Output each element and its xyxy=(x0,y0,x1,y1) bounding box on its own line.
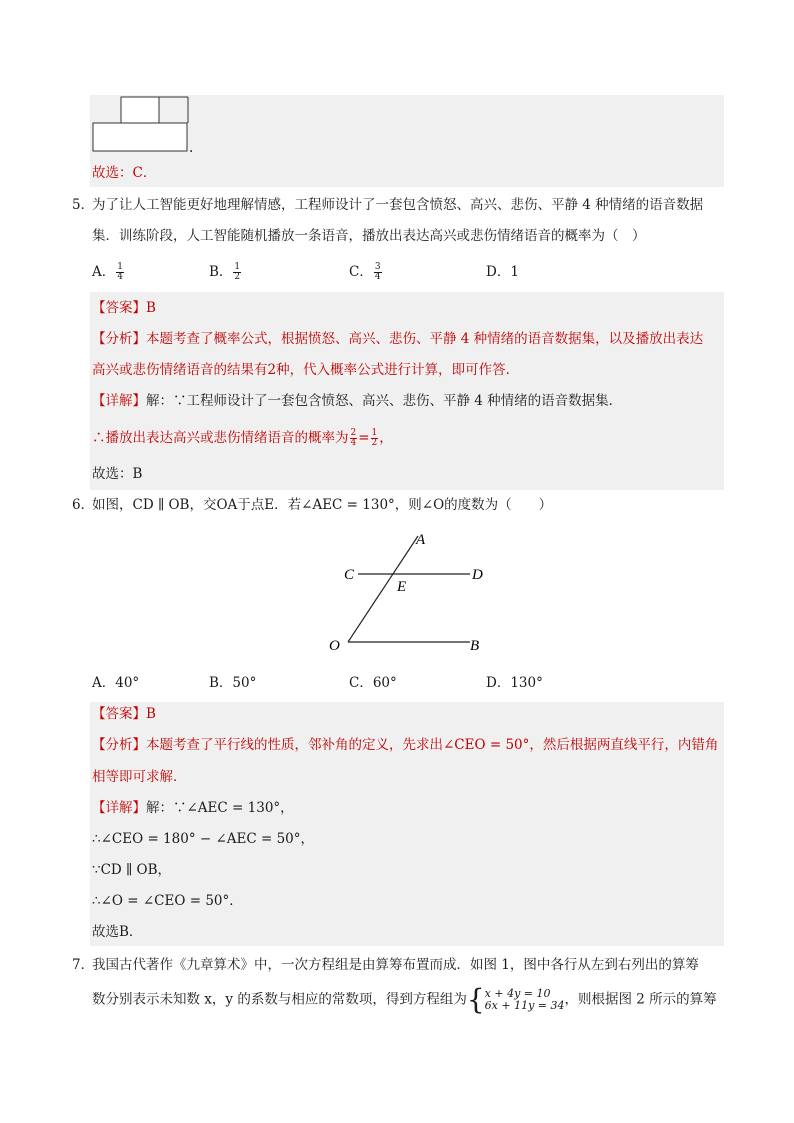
label-E: E xyxy=(397,579,407,595)
option-label: C． xyxy=(349,264,373,280)
q6-option-a[interactable]: A．40° xyxy=(92,675,140,691)
q6-detail-line2: ∴∠CEO = 180° − ∠AEC = 50°， xyxy=(92,831,315,847)
q5-answer: 【答案】B xyxy=(92,300,156,316)
q5-detail-line1: 【详解】解：∵工程师设计了一套包含愤怒、高兴、悲伤、平静 4 种情绪的语音数据集． xyxy=(92,393,623,409)
label-D: D xyxy=(472,567,483,583)
label-B: B xyxy=(470,638,480,654)
q5-option-b[interactable] xyxy=(209,262,242,282)
label-C: C xyxy=(344,567,355,583)
q5-detail-line2: ∴播放出表达高兴或悲伤情绪语音的概率为 $\frac{2}{4}$ = $\frac{1}{2}$ ， xyxy=(92,428,393,448)
q6-detail-line1: 【详解】解：∵∠AEC = 130°， xyxy=(92,800,294,816)
q6-detail-line3: ∵CD ∥ OB， xyxy=(92,862,172,878)
option-label: A． xyxy=(92,264,116,280)
q5-analysis-line2: 高兴或悲伤情绪语音的结果有2种，代入概率公式进行计算，即可作答． xyxy=(92,362,520,378)
q6-answer: 【答案】B xyxy=(92,706,156,722)
q6-analysis-line2: 相等即可求解． xyxy=(92,769,187,785)
line-OA xyxy=(348,536,418,642)
prev-figure-period: . xyxy=(189,140,194,156)
option-label: B． xyxy=(209,264,233,280)
q5-analysis-line1: 【分析】本题考查了概率公式，根据愤怒、高兴、悲伤、平静 4 种情绪的语音数据集，以及播放出表达 xyxy=(92,331,704,347)
q6-choose: 故选B． xyxy=(92,924,143,940)
fraction: $\frac{1}{4}$ xyxy=(117,262,123,282)
q5-stem-line1: 为了让人工智能更好地理解情感，工程师设计了一套包含愤怒、高兴、悲伤、平静 4 种情绪的语音数据 xyxy=(92,197,704,213)
prev-choose: 故选：C． xyxy=(92,165,157,181)
q7-stem-line1: 我国古代著作《九章算术》中，一次方程组是由算筹布置而成．如图 1，图中各行从左到右列出的算筹 xyxy=(92,957,699,973)
q6-number: 6． xyxy=(72,497,95,513)
q7-number: 7． xyxy=(72,957,95,973)
label-O: O xyxy=(329,638,340,654)
q6-stem: 如图，CD ∥ OB，交OA于点E．若∠AEC = 130°，则∠O的度数为（ ） xyxy=(92,497,553,513)
q6-option-d[interactable]: D．130° xyxy=(486,675,543,691)
q5-option-a[interactable] xyxy=(92,262,125,282)
q5-option-c[interactable] xyxy=(349,262,383,282)
fraction: $\frac{3}{4}$ xyxy=(374,262,381,282)
equation-system: { x + 4y = 10 6x + 11y = 34 xyxy=(466,983,565,1016)
q5-number: 5． xyxy=(72,197,95,213)
q6-option-b[interactable]: B．50° xyxy=(209,675,257,691)
option-value: 1 xyxy=(510,264,519,280)
q6-option-c[interactable]: C．60° xyxy=(349,675,397,691)
q5-option-d[interactable] xyxy=(486,262,519,282)
fraction: $\frac{1}{2}$ xyxy=(234,262,241,282)
option-label: D． xyxy=(486,264,511,280)
prev-figure xyxy=(92,96,190,154)
q6-analysis-line1: 【分析】本题考查了平行线的性质，邻补角的定义，先求出∠CEO = 50°，然后根据两直线平行，内错角 xyxy=(92,737,719,753)
q6-detail-line4: ∴∠O = ∠CEO = 50°． xyxy=(92,893,243,909)
label-A: A xyxy=(416,532,426,548)
q5-choose: 故选：B xyxy=(92,466,143,482)
q5-stem-line2: 集．训练阶段，人工智能随机播放一条语音，播放出表达高兴或悲伤情绪语音的概率为（ ） xyxy=(92,228,646,244)
q6-geometry-figure xyxy=(320,528,500,656)
q7-stem-line2: 数分别表示未知数 x，y 的系数与相应的常数项，得到方程组为 { x + 4y = 10 6x + 11y = 34 ，则根据图 2 所示的算筹 xyxy=(92,983,717,1016)
